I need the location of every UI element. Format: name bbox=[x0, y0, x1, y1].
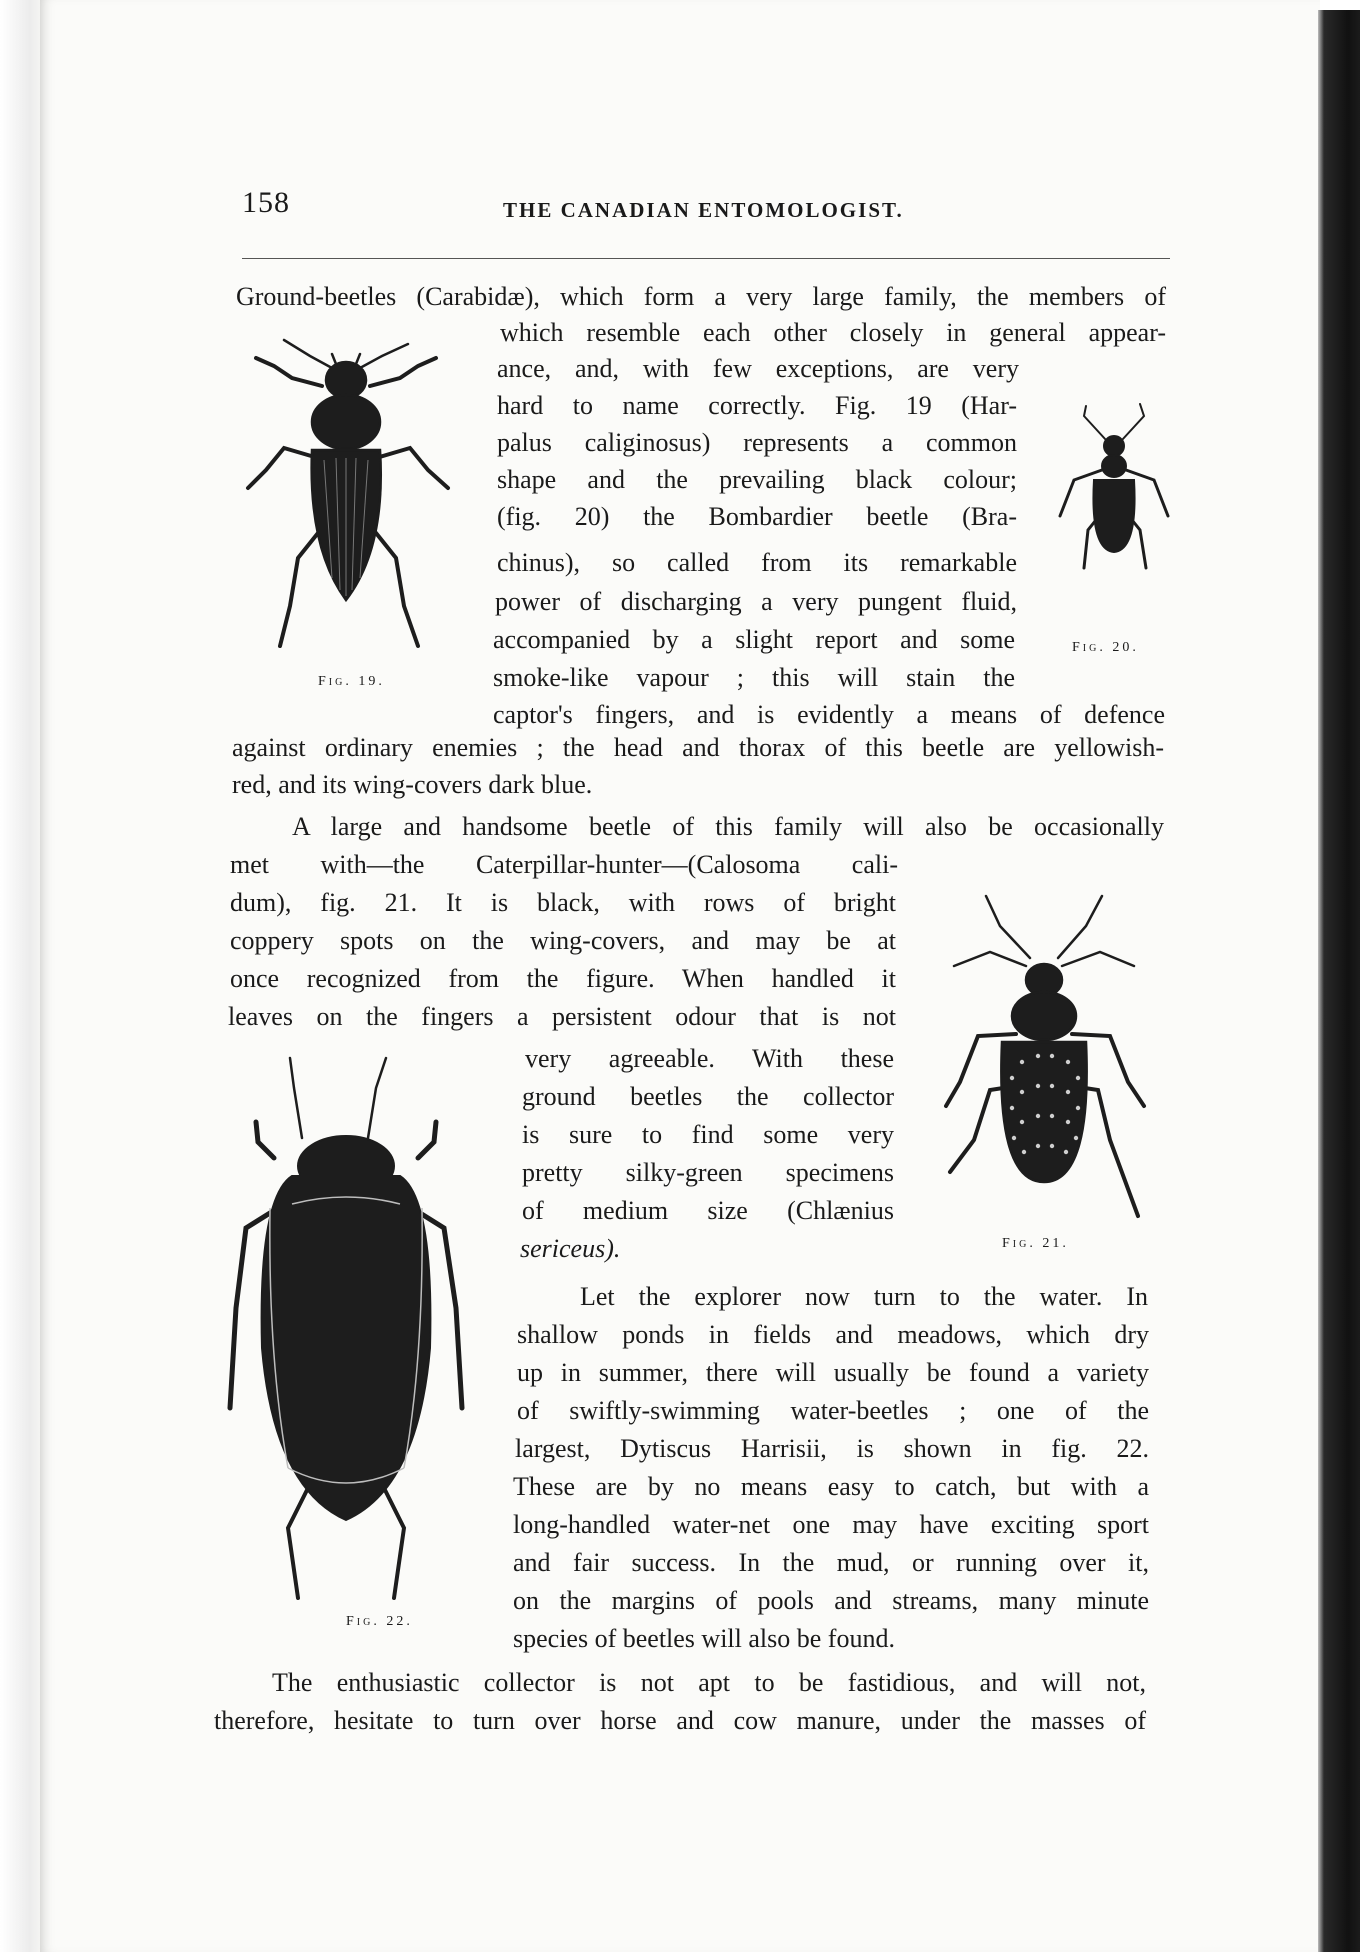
text-line: (fig. 20) the Bombardier beetle (Bra- bbox=[497, 502, 1017, 531]
text-line: long-handled water-net one may have exciting sport bbox=[513, 1510, 1149, 1539]
left-margin-shadow bbox=[0, 0, 44, 1952]
running-head: THE CANADIAN ENTOMOLOGIST. bbox=[503, 198, 904, 222]
text-line: and fair success. In the mud, or running over it, bbox=[513, 1548, 1149, 1577]
text-line: met with—the Caterpillar-hunter—(Calosoma cali- bbox=[230, 850, 898, 879]
figure-22-caption: Fig. 22. bbox=[346, 1614, 413, 1629]
text-line: therefore, hesitate to turn over horse and cow manure, under the masses of bbox=[214, 1706, 1146, 1735]
text-line: A large and handsome beetle of this family will also be occasionally bbox=[292, 812, 1164, 841]
figure-19-beetle-illustration bbox=[240, 338, 460, 668]
text-line: up in summer, there will usually be found a variety bbox=[517, 1358, 1149, 1387]
figure-21-beetle-illustration bbox=[930, 886, 1160, 1226]
figure-22-water-beetle-illustration bbox=[218, 1058, 478, 1610]
text-line: chinus), so called from its remarkable bbox=[497, 548, 1017, 577]
text-line: ground beetles the collector bbox=[522, 1082, 894, 1111]
text-line: which resemble each other closely in general appear- bbox=[500, 318, 1166, 347]
text-line: The enthusiastic collector is not apt to be fastidious, and will not, bbox=[272, 1668, 1146, 1697]
text-line: leaves on the fingers a persistent odour that is not bbox=[228, 1002, 896, 1031]
text-line: shallow ponds in fields and meadows, which dry bbox=[517, 1320, 1149, 1349]
figure-20-caption: Fig. 20. bbox=[1072, 640, 1139, 655]
text-line: coppery spots on the wing-covers, and may be at bbox=[230, 926, 896, 955]
text-line: power of discharging a very pungent fluid, bbox=[495, 587, 1017, 616]
figure-19-caption: Fig. 19. bbox=[318, 674, 385, 689]
text-line: shape and the prevailing black colour; bbox=[497, 465, 1017, 494]
text-line: dum), fig. 21. It is black, with rows of bright bbox=[230, 888, 896, 917]
text-line: of swiftly-swimming water-beetles ; one of the bbox=[517, 1396, 1149, 1425]
text-line: red, and its wing-covers dark blue. bbox=[232, 770, 593, 799]
text-line: on the margins of pools and streams, many minute bbox=[513, 1586, 1149, 1615]
text-line: smoke-like vapour ; this will stain the bbox=[493, 663, 1015, 692]
text-line: Let the explorer now turn to the water. In bbox=[580, 1282, 1148, 1311]
text-line: captor's fingers, and is evidently a means of defence bbox=[493, 700, 1165, 729]
text-line: very agreeable. With these bbox=[525, 1044, 894, 1073]
text-line: accompanied by a slight report and some bbox=[493, 625, 1015, 654]
page-edge-right bbox=[1318, 10, 1360, 1952]
text-line: pretty silky-green specimens bbox=[522, 1158, 894, 1187]
text-line: is sure to find some very bbox=[522, 1120, 894, 1149]
text-line: of medium size (Chlænius bbox=[522, 1196, 894, 1225]
text-line: once recognized from the figure. When handled it bbox=[230, 964, 896, 993]
text-line: sericeus). bbox=[520, 1234, 621, 1263]
text-line: Ground-beetles (Carabidæ), which form a very large family, the members of bbox=[236, 282, 1166, 311]
text-line: ance, and, with few exceptions, are very bbox=[497, 354, 1019, 383]
text-line: These are by no means easy to catch, but with a bbox=[513, 1472, 1149, 1501]
text-line: palus caliginosus) represents a common bbox=[497, 428, 1017, 457]
text-line: species of beetles will also be found. bbox=[513, 1624, 895, 1653]
figure-21-caption: Fig. 21. bbox=[1002, 1236, 1069, 1251]
text-line: hard to name correctly. Fig. 19 (Har- bbox=[497, 391, 1017, 420]
figure-20-beetle-illustration bbox=[1054, 400, 1174, 590]
text-line: against ordinary enemies ; the head and thorax of this beetle are yellowish- bbox=[232, 733, 1164, 762]
header-rule bbox=[242, 258, 1170, 259]
text-line: largest, Dytiscus Harrisii, is shown in fig. 22. bbox=[515, 1434, 1149, 1463]
page-number: 158 bbox=[242, 186, 290, 219]
